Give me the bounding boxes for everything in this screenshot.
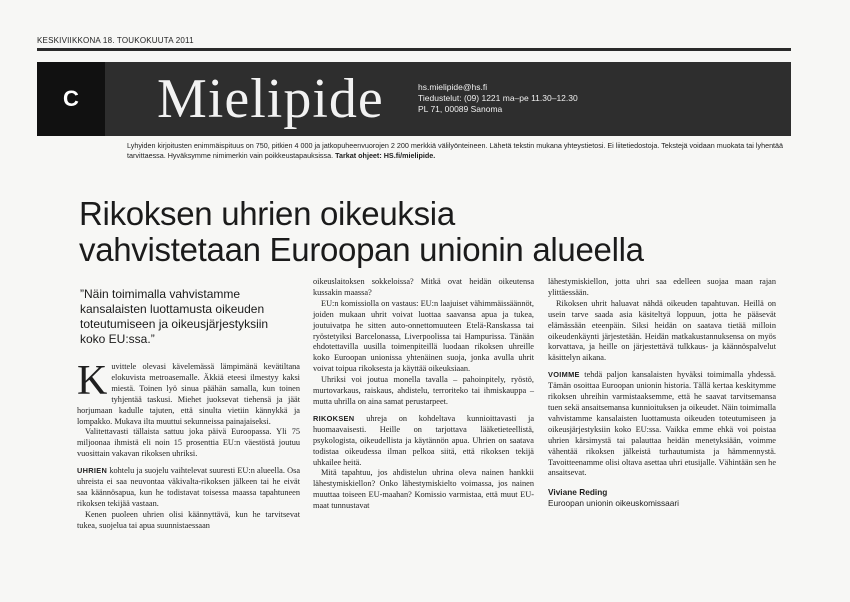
contact-address: PL 71, 00089 Sanoma xyxy=(418,104,503,114)
article-column-2 xyxy=(313,277,534,512)
contact-phone: Tiedustelut: (09) 1221 ma–pe 11.30–12.30 xyxy=(418,93,578,103)
headline-line-2: vahvistetaan Euroopan unionin alueella xyxy=(79,231,644,268)
author-title: Euroopan unionin oikeuskomissaari xyxy=(548,498,679,509)
paragraph: EU:n komissiolla on vastaus: EU:n laajuiset vähimmäissäännöt, joiden mukaan uhrit voivat luottaa saavansa apua ja tukea, joutuivatpa he sitten auto-onnettomuuteen Etelä-Ranskassa tai ryöstetyiksi Barcelonassa, Liverpoolissa tai Hampurissa. Tänään ehdotettavilla uusilla toimenpiteillä luodaan rikoksen uhreille koko Euroopan unionissa yhtenäinen suoja, jonka avulla uhrit voivat toipua rikoksesta ja käyttää oikeuksiaan. xyxy=(313,298,534,374)
pull-quote: ”Näin toimimalla vahvistamme kansalaisten luottamusta oikeuden toteutumiseen ja oikeusjärjestyksiin koko EU:ssa.” xyxy=(80,287,269,346)
paragraph-text: tehdä paljon kansalaisten hyväksi toimimalla yhdessä. Tämän osoittaa Euroopan unionin historia. Tällä kertaa keskitymme rikoksen uhreihin varmistaaksemme, että he saavat tarvitsemansa tuen sekä ansaitsemansa kunnioituksen ja oikeudet. Näin toimimalla vahvistamme kansalaisten luottamusta oikeuden toteutumiseen ja oikeusjärjestyksiin koko EU:ssa. Vaikka emme ehkä voi poistaa uhrien kärsimystä tai palauttaa heidän menetyksiään, voimme vähentää rikoksen jälkeistä turhautumista ja hämmennystä. Tavoitteenamme olisi oltava asettaa uhri etusijalle. Vähintään sen he ansaitsevat. xyxy=(548,370,776,478)
article-column-3 xyxy=(548,277,776,509)
paragraph xyxy=(548,370,776,479)
paragraph: Kenen puoleen uhrien olisi käännyttävä, kun he tarvitsevat tukea, suojelua tai apua suunnistaessaan xyxy=(77,509,300,530)
section-banner xyxy=(37,62,791,136)
headline-line-1: Rikoksen uhrien oikeuksia xyxy=(79,195,455,232)
article-column-1 xyxy=(77,358,301,532)
article-headline xyxy=(79,196,759,268)
paragraph: Mitä tapahtuu, jos ahdistelun uhrina oleva nainen hankkii lähestymiskiellon? Onko lähestymiskielto voimassa, jos nainen muuttaa toiseen EU-maahan? Komissio varmistaa, että muut EU-maat tunnustavat xyxy=(313,468,534,511)
paragraph: oikeuslaitoksen sokkeloissa? Mitkä ovat heidän oikeutensa kussakin maassa? xyxy=(313,277,534,297)
paragraph-text: uhreja on kohdeltava kunnioittavasti ja huomaavaisesti. Heille on tarjottava lääketieteellistä, psykologista, oikeudellista ja käytännön apua. Uhrien on saatava todistaa oikeudessa ilman pelkoa siitä, että rikoksen tekijä uhkailee heitä. xyxy=(313,413,535,467)
drop-cap: K xyxy=(77,358,108,404)
paragraph-text: uvittele olevasi kävelemässä lämpimänä kevätiltana elokuvista metroasemalle. Äkkiä eteesi ilmestyy kaksi miestä. Toinen lyö sinua päähän samalla, kun toinen tyhjentää taskusi. Miehet juoksevat tiehensä ja jäät horjumaan kadulle tajuten, että sinulta vietiin kännykkä ja lompakko. Mukava ilta muuttui sekunneissa painajaiseksi. xyxy=(77,362,300,426)
lead-word: RIKOKSEN xyxy=(313,413,355,423)
contact-email: hs.mielipide@hs.fi xyxy=(418,82,488,92)
guidelines-text: Lyhyiden kirjoitusten enimmäispituus on 750, pitkien 4 000 ja jatkopuheenvuorojen 2 200 merkkiä välilyönteineen. Lähetä tekstin mukana yhteystietosi. Ei liitetiedostoja. Tekstejä voidaan muokata tai lyhentää tarvittaessa. Hyväksymme nimimerkin vain poikkeustapauksissa. xyxy=(127,141,784,160)
paragraph: Valitettavasti tällaista sattuu joka päivä Euroopassa. Yli 75 miljoonaa ihmistä eli noin 15 prosenttia EU:n väestöstä joutuu vuosittain vakavan rikoksen uhriksi. xyxy=(77,427,300,459)
header-rule xyxy=(37,48,791,51)
paragraph xyxy=(77,466,300,510)
author-name: Viviane Reding xyxy=(548,487,608,498)
lead-word: UHRIEN xyxy=(77,466,108,476)
dateline: KESKIVIIKKONA 18. TOUKOKUUTA 2011 xyxy=(37,36,194,45)
paragraph xyxy=(77,358,300,427)
submission-guidelines xyxy=(127,141,787,161)
paragraph: Uhriksi voi joutua monella tavalla – pahoinpitely, ryöstö, murtovarkaus, raiskaus, ahdistelu, terroriteko tai ihmiskauppa – mutta uhrilla on aina samat perustarpeet. xyxy=(313,375,534,406)
paragraph: Rikoksen uhrit haluavat nähdä oikeuden tapahtuvan. Heillä on usein tarve saada asia käsiteltyä loppuun, jotta he pääsevät elämässään eteenpäin. Siksi heidän on saatava tietää milloin oikeudenkäynti järjestetään. Heidän matkakustannuksensa on myös korvattava, ja heille on järjestettävä tulkkaus- ja käännöspalvelut käsittelyn aikana. xyxy=(548,298,776,363)
paragraph: lähestymiskiellon, jotta uhri saa edelleen suojaa maan rajan ylittäessään. xyxy=(548,277,776,297)
guidelines-link: Tarkat ohjeet: HS.fi/mielipide. xyxy=(335,151,436,160)
section-letter: C xyxy=(37,62,105,136)
paragraph-text: kohtelu ja suojelu vaihtelevat suuresti EU:n alueella. Osa uhreista ei saa neuvontaa väkivalta-rikoksen jälkeen tai he eivät saa käännösapua, kun he todistavat toisessa maassa tapahtuneen rikoksen tekijää vastaan. xyxy=(77,466,301,508)
section-title: Mielipide xyxy=(157,68,384,130)
contact-info xyxy=(418,82,578,115)
lead-word: VOIMME xyxy=(548,370,580,380)
paragraph xyxy=(313,414,534,469)
